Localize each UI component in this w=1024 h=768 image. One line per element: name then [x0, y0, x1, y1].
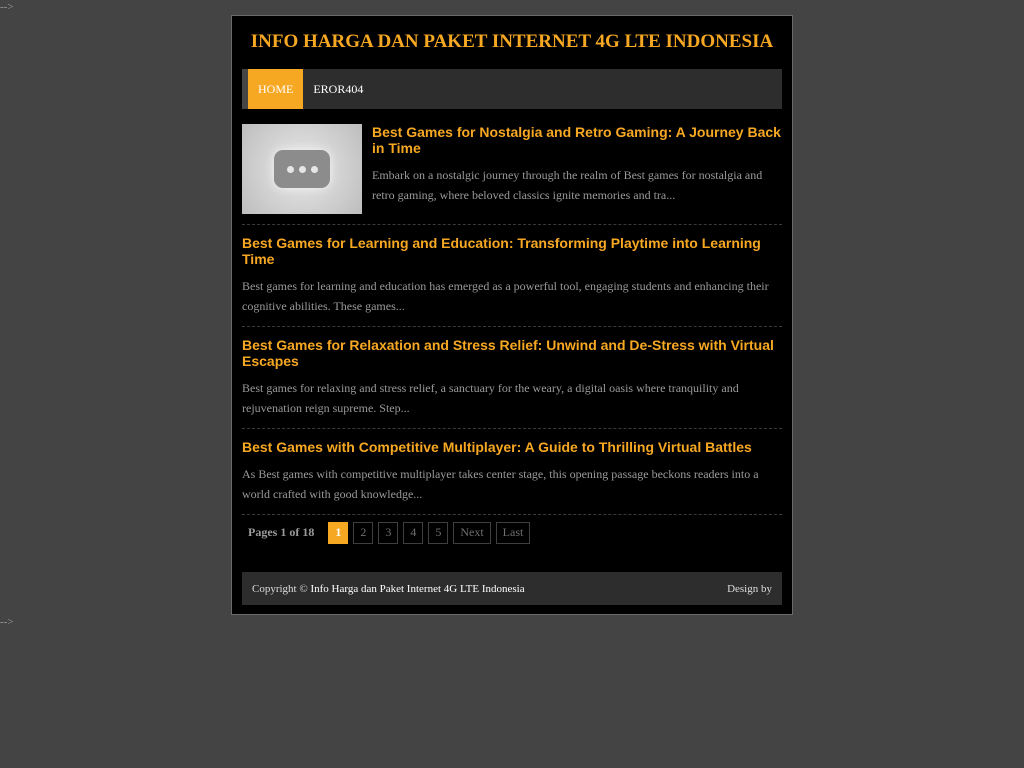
copyright-site-link[interactable]: Info Harga dan Paket Internet 4G LTE Indonesia — [310, 582, 525, 595]
design-by-text: Design by — [727, 582, 772, 595]
pagination — [242, 521, 782, 544]
post-item — [242, 337, 782, 429]
next-page-link[interactable]: Next — [453, 522, 490, 544]
post-item — [242, 124, 782, 225]
stray-comment-top: --> — [0, 1, 14, 13]
footer — [242, 572, 782, 605]
chat-bubble-icon — [274, 150, 330, 188]
post-title-link[interactable]: Best Games for Relaxation and Stress Relief: Unwind and De-Stress with Virtual Escapes — [242, 337, 774, 369]
post-excerpt: Best games for relaxing and stress relief, a sanctuary for the weary, a digital oasis where tranquility and rejuvenation reign supreme. Step... — [242, 381, 739, 415]
page-info: Pages 1 of 18 — [248, 525, 315, 539]
post-list — [242, 124, 782, 544]
post-excerpt: Embark on a nostalgic journey through the realm of Best games for nostalgia and retro gaming, where beloved classics ignite memories and tra... — [372, 168, 763, 202]
post-title-link[interactable]: Best Games with Competitive Multiplayer: A Guide to Thrilling Virtual Battles — [242, 439, 752, 455]
site-title[interactable]: INFO HARGA DAN PAKET INTERNET 4G LTE INDONESIA — [250, 31, 774, 52]
page-link-current[interactable]: 1 — [328, 522, 348, 544]
post-thumbnail[interactable] — [242, 124, 362, 214]
post-title-link[interactable]: Best Games for Nostalgia and Retro Gaming: A Journey Back in Time — [372, 124, 781, 156]
page-container — [231, 15, 793, 615]
stray-comment-bottom: --> — [0, 616, 14, 628]
page-link[interactable]: 3 — [378, 522, 398, 544]
last-page-link[interactable]: Last — [496, 522, 531, 544]
post-title-link[interactable]: Best Games for Learning and Education: Transforming Playtime into Learning Time — [242, 235, 761, 267]
copyright-prefix: Copyright © — [252, 582, 308, 595]
copyright-text — [252, 583, 525, 595]
post-excerpt: Best games for learning and education has emerged as a powerful tool, engaging students and enhancing their cognitive abilities. These games... — [242, 279, 769, 313]
nav-item-eror404[interactable]: EROR404 — [313, 81, 364, 96]
main-navigation — [242, 69, 782, 109]
post-item — [242, 439, 782, 515]
page-link[interactable]: 2 — [353, 522, 373, 544]
nav-item-home[interactable]: HOME — [248, 69, 303, 109]
post-excerpt: As Best games with competitive multiplayer takes center stage, this opening passage beckons readers into a world crafted with good knowledge... — [242, 467, 759, 501]
post-item — [242, 235, 782, 327]
page-link[interactable]: 5 — [428, 522, 448, 544]
page-link[interactable]: 4 — [403, 522, 423, 544]
